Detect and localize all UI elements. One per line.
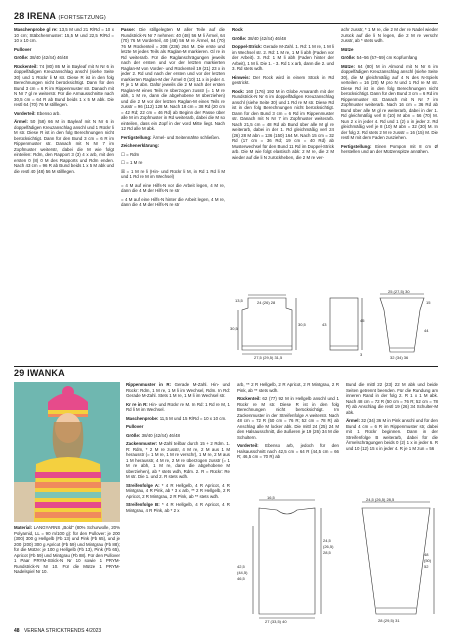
section-name: IRENA <box>27 11 56 21</box>
paragraph-text: 50 (58) 66 M in Bayleaf mit N Nr 6 in doppelfädigen Kreuzanschlag anschl und 1 Rückr li M str. Diese R ist in den folg Berechnungen nicht berücksichtigt. Dann für den Bund 3 cm = 6 R im Rippenmuster str. Danach mit N Nr 7 im Zopfmuster weiterstr, dabei die M wie folgt einteilen: Rdm, den Rapport 3 (3) 4 x arb, mit den ersten 0 (8) 0 M des Rapports und Rdm enden. Nach 43 cm = 96 R ab Bund beids 1 x 5 M abk und die restl 40 (48) 56 M stilllegen. <box>14 119 114 174</box>
dim-label: 28,5 <box>323 550 331 555</box>
paragraph-text: LANGYARNS „Bold" (80% Schurwolle, 20% Polyamid, LL = 90 m/100 g): für den Pullover: je 200 (300) 300 g Hellgelb (Fb 13) und Pink (Fb 65), und je 200 (200) 300 g Apricot (Fb 59) und Mintgrau (Fb 88); für die Mütze: je 100 g Hellgelb (Fb 13), Pink (Fb 65), Apricot (Fb 59) und Mintgrau (Fb 88). Für den Pullover 1 Paar PRYM-Strick-N Nr 10 sowie 1 PRYM-Rundstrick-N Nr 10. Für die Mütze 1 PRYM-Nadelspiel Nr 10. <box>14 525 120 574</box>
paragraph-text: ☒ = 1 M re li (Hin- und Rückr li M, in Rd 1 Rd li M und 1 Rd re M im Wechsel) <box>121 168 225 179</box>
instruction-paragraph <box>346 418 438 451</box>
instruction-paragraph <box>126 433 230 439</box>
paragraph-heading: Material: <box>14 525 33 530</box>
paragraph-heading: Rock <box>232 27 243 32</box>
instruction-paragraph <box>14 47 114 53</box>
instruction-paragraph <box>126 382 230 399</box>
dim-label: 28 (29,5) 31 <box>378 618 400 623</box>
paragraph-heading: Streifenfolge A: <box>126 482 160 488</box>
paragraph-text: M-Zahl teilbar durch 15 + 2 Rdm. 1. R: Rdm, * 2 M re zusstr, 4 M re, 2 M aus 1 M herausstr (= 1 M re, 1 M re verschr), 1 M re, 2 M aus 1 M herausstr, 4 M re, 2 M re überzogen zusstr (= 1 M re abh, 1 M re, dann die abgehobene M überziehen), ab * stets wdh, Rdm. 2. R = Rückr: Re M str. Die 1. und 2. R stets wdh. <box>126 441 230 479</box>
paragraph-heading: Ärmel: <box>14 119 28 124</box>
dim-label: 27,5 (29,5) 31,5 <box>254 355 283 360</box>
paragraph-text: 64 (80) M in Almond mit N Nr 6 im doppelfädigen Kreuzanschlag anschl (siehe Seite 30), die M gleichmäßig auf 4 N des N-Spiels verteilen = 16 (20) M pro N und 1 Rd re M str. Diese Rd ist in den folg Berechnungen nicht berücksichtigt. Dann für den Bund 3 cm = 6 Rd im Rippenmuster str. Danach mit N Nr 7 im Zopfmuster weiterarb. Nach 16 cm = 36 Rd ab Bund über alle M gl re weiterarb, dabei in der 1. Rd gleichmäßig verl 8 (10) M abn = 56 (70) M. Nun 2 x in jeder 4. Rd und 1 (2) x in jeder 2. Rd gleichmäßig verl je 8 (10) M abn = 32 (30) M. In der folg 2. Rd stets 2 M re zusstr = 16 (15) M. Die restl M mit dem Faden zusziehen. <box>341 63 438 140</box>
dim-label: 13,5 <box>235 298 243 303</box>
iwanka-column-2 <box>126 382 230 622</box>
paragraph-text: 13,5 M und 21 R/Rd = 10 x 10 cm; Stäbchenmuster: 15,5 M und 22,5 R/Rd = 10 x 10 cm. <box>14 27 114 43</box>
irena-column-4 <box>341 27 438 212</box>
paragraph-text: 160 (176) 192 M in Globe Amaranth mit der Rundstrick-N Nr 6 im doppelfädigen Kreuzanschlag anschl (siehe Seite 30) und 1 Rd re M str. Diese Rd ist in den folg Berechnungen nicht berücksichtigt. Dann für den Bund 3 cm = 6 Rd im Rippenmuster str. Danach mit N Nr 7 im Zopfmuster weiterarb. Nach 21,5 cm = 48 Rd ab Bund über alle M gl re weiterarb, dabei in der 1. Rd gleichmäßig verl 24 (26) 28 M abn = 136 (150) 164 M. Nach 15 cm = 32 Rd (17 cm = 36 Rd; 19 cm = 40 Rd) ab Musterwechsel für den Bund 11 Rd im Doppel-Strick arb. Die M wie folgt elastisch abk: 2 M re, die 2 M wieder auf die li N zurückheben, die 2 M re ver- <box>232 88 334 160</box>
paragraph-heading: Größe: <box>232 35 247 41</box>
paragraph-heading: Pullover <box>14 46 32 52</box>
paragraph-heading: Doppel-Strick: <box>232 44 263 49</box>
paragraph-heading: Mütze <box>341 46 354 52</box>
paragraph-text: 62 (77) 92 M in Hellgelb anschl und 1 Rückr re M str. Diese R ist in den folg Berechnungen nicht berücksichtigt. Im Zackenmuster in der Streifenfolge A weiterstr. Nach 48 cm = 72 R (50 cm = 76 R; 52 cm = 78 R) ab Anschlag alle M locker abk. Die mittl 24 (25) 24 M den Halsausschnitt, die äußeren je 19 (26) 34 M die Schultern. <box>237 396 339 440</box>
paragraph-heading: Mütze: <box>341 63 355 69</box>
section-rule <box>14 23 438 24</box>
section-title-irena <box>14 11 106 23</box>
paragraph-text: Ebenso arb, jedoch für den Halsausschnitt nach 42,5 cm = 64 R (44,5 cm = 66 R; 46,5 cm = 70 R) ab <box>237 443 339 459</box>
section-subtitle: (FORTSETZUNG) <box>58 15 106 21</box>
instruction-paragraph <box>237 443 339 460</box>
paragraph-heading: Fertigstellung: <box>341 143 372 149</box>
instruction-paragraph <box>126 502 230 513</box>
dim-label: 24,5 <box>323 538 331 543</box>
instruction-paragraph <box>341 27 438 44</box>
instruction-paragraph <box>121 27 225 132</box>
section-name: IWANKA <box>27 368 65 378</box>
dim-label: 27 (33,5) 40 <box>265 619 287 624</box>
paragraph-heading: Rückenteil: <box>14 63 38 69</box>
irena-column-2 <box>121 27 225 289</box>
dim-label: 43 <box>322 322 327 327</box>
instruction-paragraph <box>126 402 230 413</box>
dim-label: 3 <box>360 352 363 357</box>
paragraph-heading: Vorderteil: <box>14 110 36 116</box>
instruction-paragraph <box>341 55 438 61</box>
paragraph-heading: Vorderteil: <box>237 443 259 448</box>
paragraph-text: 11,5 M und 15 R/Rd = 10 x 10 cm. <box>159 415 227 421</box>
instruction-paragraph <box>126 416 230 422</box>
paragraph-heading: Passe: <box>121 27 136 32</box>
schematic-iwanka-body <box>237 496 347 624</box>
paragraph-text: 74 (80) 86 M in Bayleaf mit N Nr 6 in doppelfädigen Kreuzanschlag anschl (siehe Seite 30) und 1 Rückr li M str. Diese R ist in den folg Berechnungen nicht berücksichtigt. Dann für den Bund 3 cm = 6 R im Rippenmuster str. Danach mit N Nr 7 gl re weiterstr. Für die Armausschnitte nach 30,5 cm = 64 R ab Bund beids 1 x 5 M abk. Die restl 64 (70) 76 M stilllegen. <box>14 63 114 107</box>
paragraph-text: Hin- und Rückr re M. In Rd: 1 Rd re M, 1 Rd li M im Wechsel. <box>126 401 230 412</box>
paragraph-text: ☐ = Rdm <box>121 151 140 157</box>
instruction-paragraph <box>232 75 334 86</box>
instruction-paragraph <box>232 36 334 42</box>
instruction-paragraph <box>14 64 114 108</box>
paragraph-heading: Zeichenerklärung: <box>121 143 160 148</box>
dim-label: (44,5) <box>237 570 248 575</box>
dim-label: 24 (26) 28 <box>257 300 276 305</box>
paragraph-text: Gerade M-Zahl. Hin- und Rückr: Rdm, 1 M re, 1 M li im Wechsel, Rdm. In Rd: Gerade M-Zahl. Stets 1 M re, 1 M li im Wechsel str. <box>126 382 230 398</box>
dim-label: 16,5 <box>267 496 275 500</box>
paragraph-heading: Rock: <box>232 88 245 94</box>
paragraph-heading: Größe: <box>341 55 356 60</box>
section-rule <box>14 366 438 367</box>
iwanka-material <box>14 525 120 625</box>
iwanka-column-4 <box>346 382 438 494</box>
instruction-paragraph <box>121 152 225 158</box>
paragraph-heading: Größe: <box>126 432 141 438</box>
dim-label: 46,5 <box>237 576 245 581</box>
instruction-paragraph <box>232 89 334 161</box>
paragraph-heading: Ärmel: <box>346 418 360 423</box>
paragraph-text: = 4 M auf eine Hilfs-N vor die Arbeit legen, 4 M re, dann die 4 M der Hilfs-N re str <box>121 182 225 193</box>
instruction-paragraph <box>14 27 114 44</box>
paragraph-text: achr zusstr, * 1 M re, die 2 M der re Nadel wieder zurück auf die li N legen, die 2 M re verschr zusstr, ab * stets wdh. <box>341 27 438 43</box>
section-number: 28 <box>14 11 25 21</box>
section-number: 29 <box>14 368 25 378</box>
paragraph-text: Einen Pompon mit 8 cm Ø herstellen und an der Mützenspitze annähen. <box>341 143 438 154</box>
schematic-skirt <box>322 292 366 360</box>
iwanka-column-3 <box>237 382 339 494</box>
paragraph-heading: Zackenmuster: <box>126 441 158 446</box>
dim-label: (50) <box>424 558 432 563</box>
irena-column-3 <box>232 27 334 212</box>
dim-label: 30,5 <box>230 326 238 331</box>
instruction-paragraph <box>121 169 225 180</box>
paragraph-text: Die stillgelegten M aller Teile auf die Rundstrick-N Nr 7 nehmen: 40 (48) 56 M li Ärmel, 64 (70) 76 M Vorderteil, 40 (48) 56 M re Ärmel, 64 (70) 76 M Rückenteil = 208 (236) 264 M. Die erste und letzte M jedes Teils als Raglan-M markieren. Gl re in Rd weiterarb. Für die Raglanschrägungen jeweils nach der ersten und vor der letzten markierten Raglan-M von Vorder- und Rückenteil 19 (21) 23 x in jeder 2. Rd und nach der ersten und vor der letzten markierten Raglan-M der Ärmel 0 (10) 11 x in jeder 4. R je 1 M abn. Dafür jeweils die 2 M nach der ersten Raglan-M eines Teils re überzogen zusstr (= 1 M re abh, 1 M re, dann die abgehobene M überziehen) und die 2 M vor der letzten Raglan-M eines Teils re zusstr = 96 (112) 128 M. Nach 18 cm = 38 Rd (20 cm = 42 Rd; 22 cm = 46 Rd) ab Beginn der Passe über alle M im Zopfmuster in Rd weiterarb, dabei die M so einteilen, dass ein Zopf in der vord Mitte liegt. Nach 12 Rd alle M abk. <box>121 27 225 131</box>
paragraph-heading: Kr re in R: <box>126 401 148 407</box>
paragraph-text: 38/40 (42/44) 46/48 <box>141 432 180 438</box>
instruction-paragraph <box>14 525 120 575</box>
dim-label: 25 (27,5) 30 <box>388 290 410 294</box>
paragraph-text: * 4 R Hellgelb, 4 R Apricot, 4 R Mintgrau, 4 R Pink, ab * 3 x arb, ** 2 R Hellgelb, 2 R Apricot, 2 R Mintgrau, 2 R Pink, ab ** stets wdh. <box>126 482 230 499</box>
magazine-name: VERENA STRICKTRENDS 4/2023 <box>23 628 102 634</box>
dim-label: 32 (34) 36 <box>390 355 409 360</box>
paragraph-text: 32 (34) 36 M in Pink anschl und für den Bund 4 cm = 6 R im Rippenmuster str, dabei mit 1 Rückr beginnen. Dann in der Streifenfolge B weiterarb, dabei für die Ärmelschrägungen beids 0 (2) 1 x in jeder 6. R und 10 (12) 15 x in jeder 4. R je 1 M zun = 56 <box>346 418 438 451</box>
paragraph-text: 38/40 (42/44) 46/48 <box>29 55 68 60</box>
paragraph-text: * 4 R Hellgelb, 4 R Apricot, 4 R Mintgrau, 4 R Pink, ab * 2 x <box>126 502 230 513</box>
schematic-sleeve <box>368 290 440 362</box>
paragraph-heading: Pullover <box>126 424 144 429</box>
instruction-paragraph <box>121 197 225 208</box>
dim-label: 52 <box>424 564 429 569</box>
instruction-paragraph <box>121 143 225 149</box>
paragraph-text: = 4 M auf eine Hilfs-N hinter die Arbeit legen, 4 M re, dann die 4 M der Hilfs-N re str <box>121 196 225 207</box>
instruction-paragraph <box>341 47 438 53</box>
instruction-paragraph <box>237 382 339 393</box>
paragraph-heading: Rippenmuster in R: <box>126 382 172 387</box>
paragraph-text: Der Rock wird in einem Stück in Rd gestrickt. <box>232 74 334 85</box>
paragraph-heading: Streifenfolge B: <box>126 502 160 507</box>
page-footer <box>14 628 101 634</box>
instruction-paragraph <box>232 27 334 33</box>
schematic-iwanka-sleeve <box>352 496 440 624</box>
instruction-paragraph <box>14 111 114 117</box>
paragraph-heading: Größe: <box>14 55 29 60</box>
paragraph-heading: Fertigstellung: <box>121 134 152 140</box>
instruction-paragraph <box>126 441 230 480</box>
instruction-paragraph <box>14 119 114 174</box>
instruction-paragraph <box>14 55 114 61</box>
paragraph-heading: Maschenprobe: <box>126 415 159 421</box>
paragraph-text: Ebenso arb. <box>36 110 61 116</box>
instruction-paragraph <box>232 44 334 72</box>
dim-label: (26,5) <box>323 544 334 549</box>
instruction-paragraph <box>341 64 438 141</box>
paragraph-text: Gerade M-Zahl. 1. Rd: 1 M re, 1 M li im Wechsel str. 2. Rd: 1 M re, 1 M li abh (Faden vor der Arbeit). 3. Rd: 1 M li abh (Faden hinter der Arbeit), 1 M li. Die 1. - 3. Rd 1 x arb, dann die 2. und 3. Rd stets wdh. <box>232 44 334 71</box>
instruction-paragraph <box>126 483 230 500</box>
page-number: 48 <box>14 628 20 634</box>
dim-label: 15 <box>426 300 431 305</box>
model-photo <box>14 382 120 522</box>
instruction-paragraph <box>346 382 438 415</box>
paragraph-text: Bund die mittl 22 (23) 22 M abk und beide Seiten getrennt beenden. Für die Rundung am inneren Rand in der folg 2. R 1 x 1 M abk. Nach 48 cm = 72 R (50 cm = 76 R; 52 cm = 78 R) ab Anschlag die restl 19 (26) 34 Schulter-M abk. <box>346 382 438 415</box>
paragraph-heading: Hinweis: <box>232 74 251 80</box>
section-title-iwanka <box>14 368 65 378</box>
instruction-paragraph <box>237 396 339 440</box>
instruction-paragraph <box>121 135 225 141</box>
dim-label: 48 <box>424 552 429 557</box>
dim-label: 45 <box>360 318 365 323</box>
irena-column-1 <box>14 27 114 289</box>
paragraph-heading: Maschenprobe gl re: <box>14 27 58 32</box>
schematic-pullover-body <box>230 290 320 360</box>
paragraph-text: 54–56 (57–59) cm Kopfumfang <box>356 55 418 60</box>
paragraph-text: Ärmel- und Seitennähte schließen. <box>152 134 221 140</box>
dim-label: 24,5 (26,5) 28,5 <box>366 497 395 502</box>
dim-label: 44 <box>424 328 429 333</box>
instruction-paragraph <box>121 183 225 194</box>
instruction-paragraph <box>121 160 225 166</box>
paragraph-text: arb, ** 2 R Hellgelb, 2 R Apricot, 2 R Mintgrau, 2 R Pink, ab ** stets wdh. <box>237 382 339 393</box>
dim-label: 42,5 <box>237 564 245 569</box>
paragraph-heading: Rückenteil: <box>237 396 261 401</box>
dim-label: 30,5 <box>298 322 306 327</box>
paragraph-text: 38/40 (42/44) 46/48 <box>247 35 286 41</box>
instruction-paragraph <box>126 424 230 430</box>
instruction-paragraph <box>341 144 438 155</box>
paragraph-text: ☐ = 1 M re <box>121 160 143 165</box>
